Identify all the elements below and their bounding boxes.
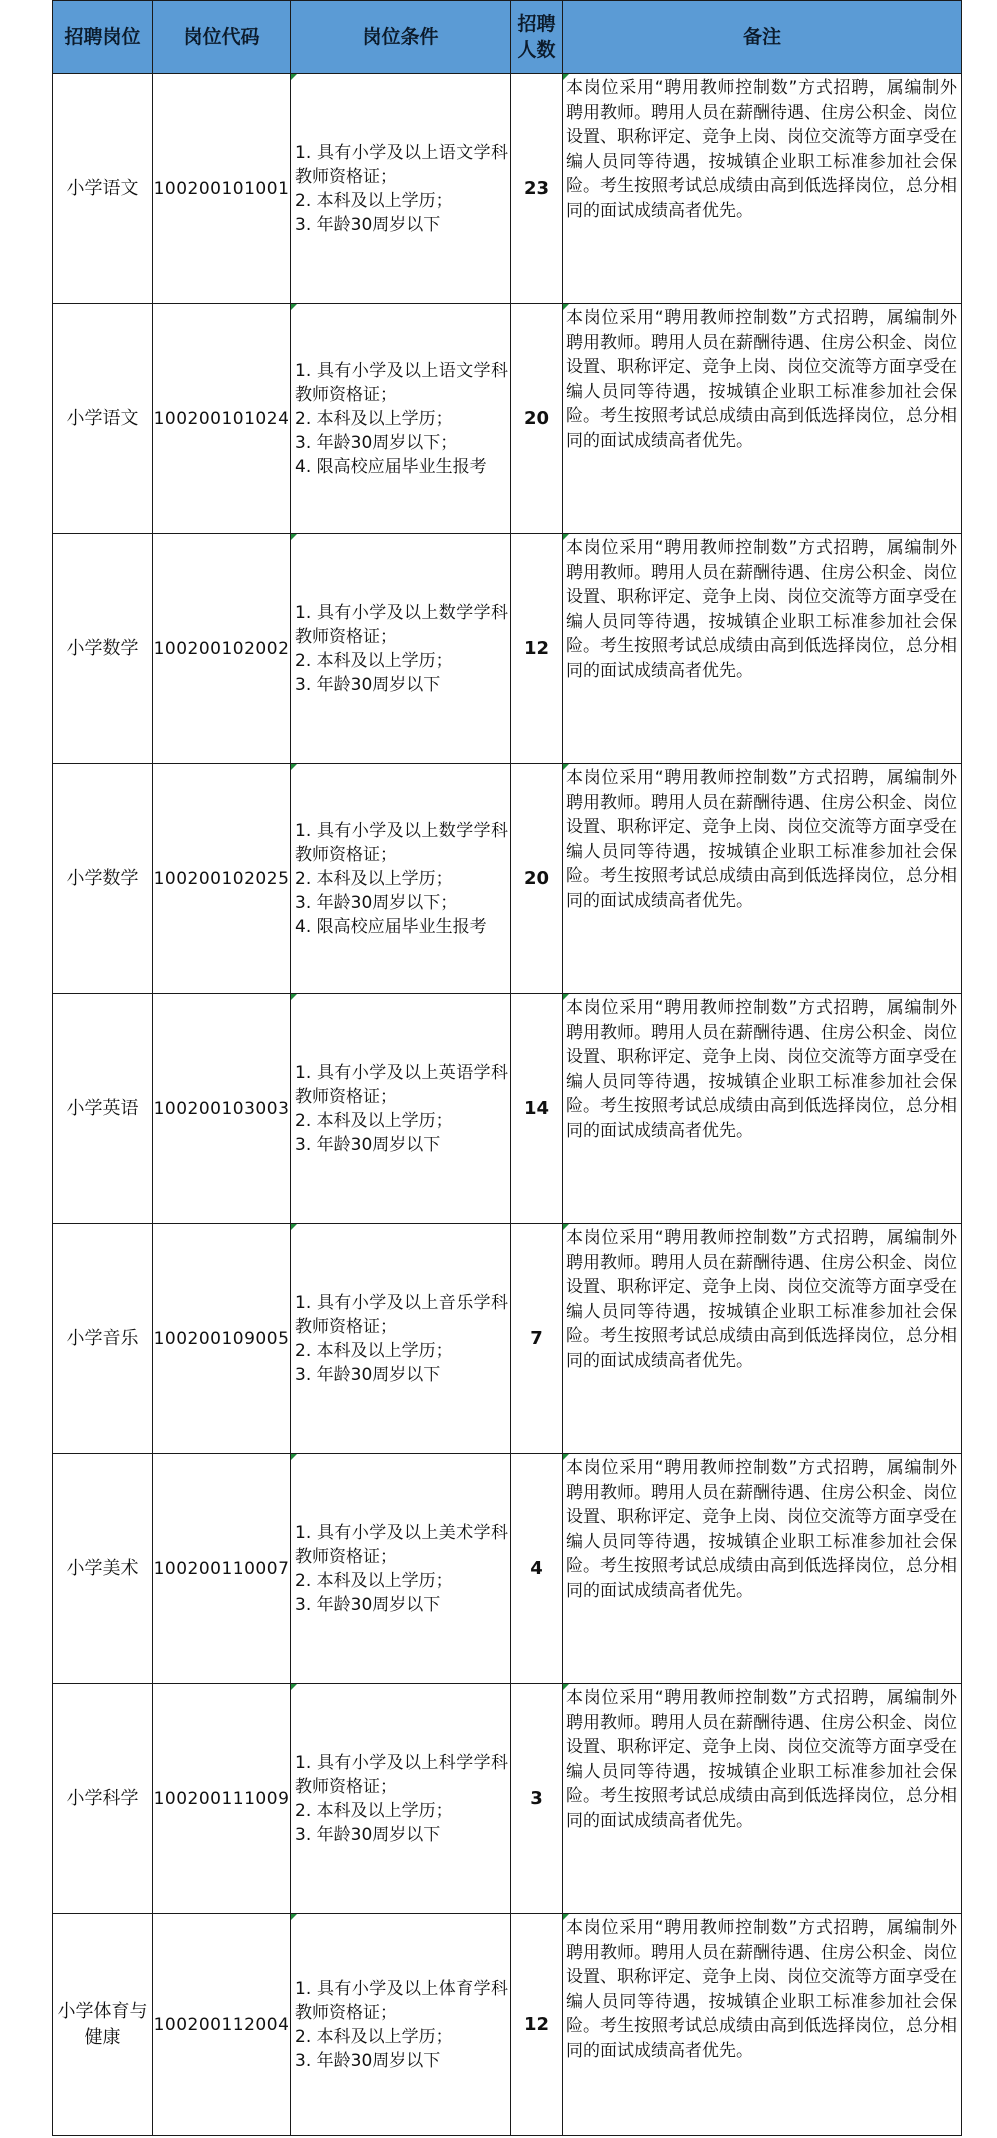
- cell-post[interactable]: 小学语文: [53, 74, 153, 304]
- cell-marker-icon: [291, 1224, 297, 1230]
- cell-code[interactable]: 100200103003: [153, 994, 291, 1224]
- cell-count[interactable]: 20: [511, 764, 563, 994]
- recruitment-table: [52, 0, 962, 2136]
- table-row: [53, 1684, 962, 1914]
- cell-code[interactable]: 100200111009: [153, 1684, 291, 1914]
- cell-conditions[interactable]: [291, 764, 511, 994]
- table-row: [53, 534, 962, 764]
- cell-post[interactable]: 小学数学: [53, 764, 153, 994]
- cell-conditions[interactable]: [291, 74, 511, 304]
- header-notes: 备注: [563, 1, 962, 74]
- condition-line: 1. 具有小学及以上科学学科教师资格证；: [295, 1752, 508, 1797]
- notes-text: 本岗位采用“聘用教师控制数”方式招聘，属编制外聘用教师。聘用人员在薪酬待遇、住房公积金、岗位设置、职称评定、竞争上岗、岗位交流等方面享受在编人员同等待遇，按城镇企业职工标准参加社会保险。考生按照考试总成绩由高到低选择岗位，总分相同的面试成绩高者优先。: [566, 308, 957, 451]
- cell-post[interactable]: 小学音乐: [53, 1224, 153, 1454]
- condition-line: 3. 年龄30周岁以下: [295, 674, 441, 695]
- header-conditions: 岗位条件: [291, 1, 511, 74]
- table-row: [53, 764, 962, 994]
- cell-marker-icon: [563, 1914, 569, 1920]
- cell-notes[interactable]: [563, 1224, 962, 1454]
- cell-code[interactable]: 100200112004: [153, 1914, 291, 2136]
- cell-conditions[interactable]: [291, 1454, 511, 1684]
- notes-text: 本岗位采用“聘用教师控制数”方式招聘，属编制外聘用教师。聘用人员在薪酬待遇、住房公积金、岗位设置、职称评定、竞争上岗、岗位交流等方面享受在编人员同等待遇，按城镇企业职工标准参加社会保险。考生按照考试总成绩由高到低选择岗位，总分相同的面试成绩高者优先。: [566, 998, 957, 1141]
- cell-conditions[interactable]: [291, 1224, 511, 1454]
- condition-line: 1. 具有小学及以上数学学科教师资格证；: [295, 602, 508, 647]
- table-row: [53, 1224, 962, 1454]
- cell-post[interactable]: 小学体育与健康: [53, 1914, 153, 2136]
- cell-marker-icon: [291, 304, 297, 310]
- condition-line: 1. 具有小学及以上语文学科教师资格证；: [295, 360, 508, 405]
- cell-marker-icon: [563, 1224, 569, 1230]
- condition-line: 2. 本科及以上学历；: [295, 2026, 453, 2047]
- condition-line: 3. 年龄30周岁以下: [295, 2050, 441, 2071]
- cell-count[interactable]: 7: [511, 1224, 563, 1454]
- header-code: 岗位代码: [153, 1, 291, 74]
- cell-notes[interactable]: [563, 74, 962, 304]
- cell-marker-icon: [291, 994, 297, 1000]
- cell-marker-icon: [291, 74, 297, 80]
- cell-code[interactable]: 100200102002: [153, 534, 291, 764]
- condition-line: 1. 具有小学及以上英语学科教师资格证；: [295, 1062, 508, 1107]
- cell-marker-icon: [291, 764, 297, 770]
- table-body: [53, 74, 962, 2136]
- cell-conditions[interactable]: [291, 1684, 511, 1914]
- cell-count[interactable]: 23: [511, 74, 563, 304]
- cell-count[interactable]: 12: [511, 534, 563, 764]
- cell-conditions[interactable]: [291, 1914, 511, 2136]
- condition-line: 2. 本科及以上学历；: [295, 1110, 453, 1131]
- cell-count[interactable]: 20: [511, 304, 563, 534]
- cell-notes[interactable]: [563, 764, 962, 994]
- cell-code[interactable]: 100200109005: [153, 1224, 291, 1454]
- header-count: 招聘人数: [511, 1, 563, 74]
- notes-text: 本岗位采用“聘用教师控制数”方式招聘，属编制外聘用教师。聘用人员在薪酬待遇、住房公积金、岗位设置、职称评定、竞争上岗、岗位交流等方面享受在编人员同等待遇，按城镇企业职工标准参加社会保险。考生按照考试总成绩由高到低选择岗位，总分相同的面试成绩高者优先。: [566, 1458, 957, 1601]
- cell-conditions[interactable]: [291, 994, 511, 1224]
- condition-line: 1. 具有小学及以上数学学科教师资格证；: [295, 820, 508, 865]
- cell-marker-icon: [563, 994, 569, 1000]
- cell-count[interactable]: 3: [511, 1684, 563, 1914]
- condition-line: 3. 年龄30周岁以下: [295, 1134, 441, 1155]
- cell-marker-icon: [563, 764, 569, 770]
- cell-marker-icon: [563, 74, 569, 80]
- condition-line: 2. 本科及以上学历；: [295, 190, 453, 211]
- condition-line: 1. 具有小学及以上美术学科教师资格证；: [295, 1522, 508, 1567]
- cell-notes[interactable]: [563, 1684, 962, 1914]
- cell-notes[interactable]: [563, 1454, 962, 1684]
- condition-line: 4. 限高校应届毕业生报考: [295, 916, 487, 937]
- cell-marker-icon: [563, 1684, 569, 1690]
- condition-line: 2. 本科及以上学历；: [295, 1570, 453, 1591]
- notes-text: 本岗位采用“聘用教师控制数”方式招聘，属编制外聘用教师。聘用人员在薪酬待遇、住房公积金、岗位设置、职称评定、竞争上岗、岗位交流等方面享受在编人员同等待遇，按城镇企业职工标准参加社会保险。考生按照考试总成绩由高到低选择岗位，总分相同的面试成绩高者优先。: [566, 78, 957, 221]
- cell-post[interactable]: 小学数学: [53, 534, 153, 764]
- cell-conditions[interactable]: [291, 304, 511, 534]
- cell-marker-icon: [291, 1684, 297, 1690]
- cell-code[interactable]: 100200110007: [153, 1454, 291, 1684]
- cell-post[interactable]: 小学英语: [53, 994, 153, 1224]
- cell-marker-icon: [563, 304, 569, 310]
- cell-notes[interactable]: [563, 534, 962, 764]
- cell-count[interactable]: 12: [511, 1914, 563, 2136]
- table-row: [53, 1914, 962, 2136]
- condition-line: 1. 具有小学及以上语文学科教师资格证；: [295, 142, 508, 187]
- cell-count[interactable]: 4: [511, 1454, 563, 1684]
- condition-line: 1. 具有小学及以上音乐学科教师资格证；: [295, 1292, 508, 1337]
- cell-post[interactable]: 小学美术: [53, 1454, 153, 1684]
- cell-marker-icon: [291, 534, 297, 540]
- condition-line: 1. 具有小学及以上体育学科教师资格证；: [295, 1978, 508, 2023]
- condition-line: 3. 年龄30周岁以下: [295, 1594, 441, 1615]
- table-row: [53, 74, 962, 304]
- condition-line: 2. 本科及以上学历；: [295, 650, 453, 671]
- table-row: [53, 304, 962, 534]
- condition-line: 3. 年龄30周岁以下；: [295, 892, 458, 913]
- table-row: [53, 1454, 962, 1684]
- condition-line: 2. 本科及以上学历；: [295, 1340, 453, 1361]
- notes-text: 本岗位采用“聘用教师控制数”方式招聘，属编制外聘用教师。聘用人员在薪酬待遇、住房公积金、岗位设置、职称评定、竞争上岗、岗位交流等方面享受在编人员同等待遇，按城镇企业职工标准参加社会保险。考生按照考试总成绩由高到低选择岗位，总分相同的面试成绩高者优先。: [566, 768, 957, 911]
- cell-marker-icon: [291, 1914, 297, 1920]
- cell-post[interactable]: 小学语文: [53, 304, 153, 534]
- cell-marker-icon: [563, 534, 569, 540]
- condition-line: 2. 本科及以上学历；: [295, 408, 453, 429]
- notes-text: 本岗位采用“聘用教师控制数”方式招聘，属编制外聘用教师。聘用人员在薪酬待遇、住房公积金、岗位设置、职称评定、竞争上岗、岗位交流等方面享受在编人员同等待遇，按城镇企业职工标准参加社会保险。考生按照考试总成绩由高到低选择岗位，总分相同的面试成绩高者优先。: [566, 1688, 957, 1831]
- cell-code[interactable]: 100200101001: [153, 74, 291, 304]
- condition-line: 3. 年龄30周岁以下: [295, 1364, 441, 1385]
- condition-line: 4. 限高校应届毕业生报考: [295, 456, 487, 477]
- cell-code[interactable]: 100200102025: [153, 764, 291, 994]
- cell-notes[interactable]: [563, 304, 962, 534]
- notes-text: 本岗位采用“聘用教师控制数”方式招聘，属编制外聘用教师。聘用人员在薪酬待遇、住房公积金、岗位设置、职称评定、竞争上岗、岗位交流等方面享受在编人员同等待遇，按城镇企业职工标准参加社会保险。考生按照考试总成绩由高到低选择岗位，总分相同的面试成绩高者优先。: [566, 538, 957, 681]
- cell-count[interactable]: 14: [511, 994, 563, 1224]
- cell-notes[interactable]: [563, 994, 962, 1224]
- condition-line: 3. 年龄30周岁以下: [295, 1824, 441, 1845]
- cell-notes[interactable]: [563, 1914, 962, 2136]
- cell-conditions[interactable]: [291, 534, 511, 764]
- cell-post[interactable]: 小学科学: [53, 1684, 153, 1914]
- condition-line: 3. 年龄30周岁以下: [295, 214, 441, 235]
- cell-marker-icon: [291, 1454, 297, 1460]
- cell-marker-icon: [563, 1454, 569, 1460]
- table-header-row: [53, 1, 962, 74]
- condition-line: 2. 本科及以上学历；: [295, 868, 453, 889]
- cell-code[interactable]: 100200101024: [153, 304, 291, 534]
- condition-line: 2. 本科及以上学历；: [295, 1800, 453, 1821]
- table-row: [53, 994, 962, 1224]
- header-post: 招聘岗位: [53, 1, 153, 74]
- condition-line: 3. 年龄30周岁以下；: [295, 432, 458, 453]
- notes-text: 本岗位采用“聘用教师控制数”方式招聘，属编制外聘用教师。聘用人员在薪酬待遇、住房公积金、岗位设置、职称评定、竞争上岗、岗位交流等方面享受在编人员同等待遇，按城镇企业职工标准参加社会保险。考生按照考试总成绩由高到低选择岗位，总分相同的面试成绩高者优先。: [566, 1918, 957, 2061]
- notes-text: 本岗位采用“聘用教师控制数”方式招聘，属编制外聘用教师。聘用人员在薪酬待遇、住房公积金、岗位设置、职称评定、竞争上岗、岗位交流等方面享受在编人员同等待遇，按城镇企业职工标准参加社会保险。考生按照考试总成绩由高到低选择岗位，总分相同的面试成绩高者优先。: [566, 1228, 957, 1371]
